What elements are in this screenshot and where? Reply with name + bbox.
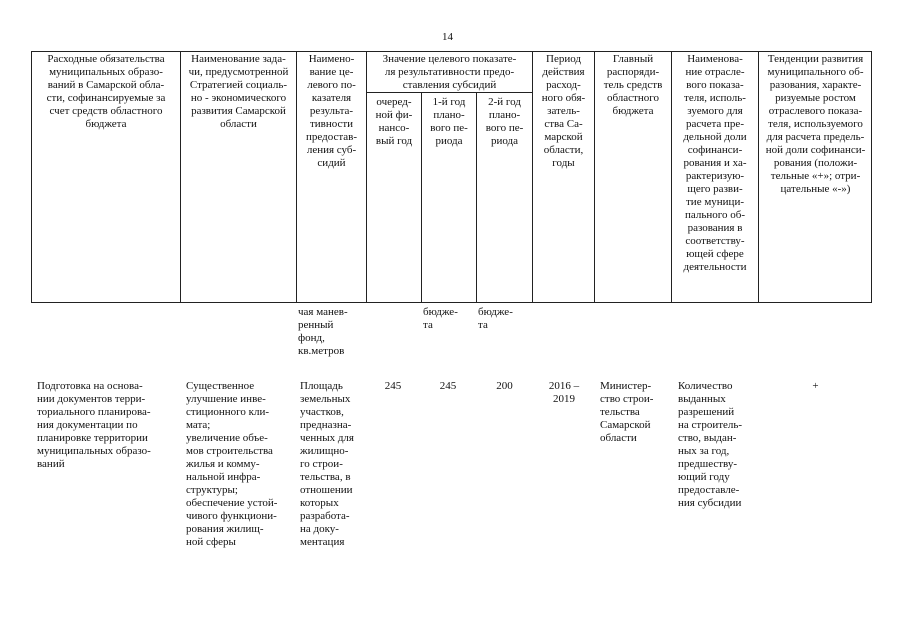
header-top-border (31, 51, 872, 52)
row-value-year-1: 245 (439, 380, 457, 392)
continuation-year-2: бюдже- та (478, 306, 513, 331)
header-task: Наименование зада- чи, предусмотренной Стратегией социаль- но - экономического развития Самарской области (188, 53, 289, 130)
column-divider (366, 51, 367, 303)
column-divider (671, 51, 672, 303)
header-obligations: Расходные обязательства муниципальных образо- ваний в Самарской обла- сти, софинансируемые за счет средств областного бюджета (46, 53, 166, 130)
header-bottom-border (31, 302, 872, 303)
group-divider (366, 92, 532, 93)
column-divider (296, 51, 297, 303)
header-period: Период действия расход- ного обя- затель- ства Са- марской области, годы (541, 53, 586, 169)
column-divider (594, 51, 595, 303)
column-divider (871, 51, 872, 303)
header-current-year: очеред- ной фи- нансо- вый год (375, 96, 413, 147)
column-divider (31, 51, 32, 303)
row-value-current-year: 245 (384, 380, 402, 392)
row-trend: + (812, 380, 819, 392)
header-planning-year-2: 2-й год плано- вого пе- риода (485, 96, 524, 147)
row-budget-manager: Министер- ство строи- тельства Самарской области (600, 380, 654, 444)
row-task: Существенное улучшение инве- стиционного кли- мата; увеличение объе- мов строительства жилья и комму- нальной инфра- структуры; обеспечение устой- чивого функциони- рования жилищ- ной сферы (186, 380, 278, 548)
column-divider (180, 51, 181, 303)
header-budget-manager: Главный распоряди- тель средств областного бюджета (603, 53, 663, 117)
row-period: 2016 – 2019 (548, 380, 580, 405)
page-number: 14 (442, 31, 453, 43)
row-sector-indicator: Количество выданных разрешений на строитель- ство, выдан- ных за год, предшеству- ющий году предоставле- ния субсидии (678, 380, 743, 509)
header-target-value-group: Значение целевого показате- ля результативности предо- ставления субсидий (382, 53, 517, 91)
column-divider (532, 51, 533, 303)
header-trend: Тенденции развития муниципального об- разования, характе- ризуемые ростом отраслевого показа- теля, используемого для расчета предель- ной доли софинанси- рования (положи- тельные «+»; отри- цательные «-») (765, 53, 866, 195)
row-obligation: Подготовка на основа- нии документов терри- ториального планирова- ния документации по планировке территории муниципальных образо- ваний (37, 380, 151, 470)
column-divider (758, 51, 759, 303)
header-sector-indicator: Наименова- ние отрасле- вого показа- теля, исполь- зуемого для расчета пре- дельной доли софинанси- рования и ха- рактеризую- щего разви- тие муници- пального об- разования в соответству- ющей сфере деятельности (683, 53, 747, 273)
row-value-year-2: 200 (496, 380, 513, 392)
header-planning-year-1: 1-й год плано- вого пе- риода (430, 96, 468, 147)
header-indicator: Наимено- вание це- левого по- казателя результа- тивности предостав- ления суб- сидий (305, 53, 358, 169)
row-indicator: Площадь земельных участков, предназна- ченных для жилищно- го строи- тельства, в отношении которых разработа- на доку- ментация (300, 380, 354, 548)
continuation-indicator: чая манев- ренный фонд, кв.метров (298, 306, 348, 357)
continuation-year-1: бюдже- та (423, 306, 458, 331)
table-header (31, 51, 872, 303)
